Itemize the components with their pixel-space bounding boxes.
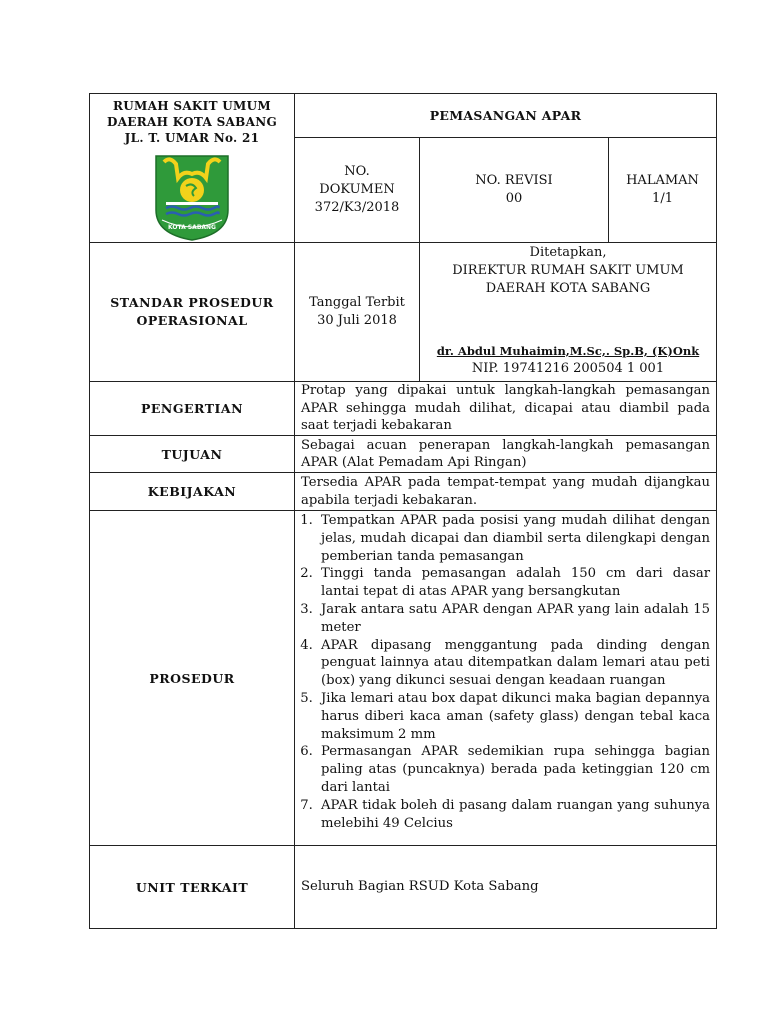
halaman-cell [609, 138, 717, 243]
signer-name: dr. Abdul Muhaimin,M.Sc,. Sp.B, (K)Onk [436, 344, 700, 358]
no-dokumen-label: NO. [344, 164, 370, 180]
tanggal-terbit-label: Tanggal Terbit [309, 295, 405, 310]
institution-line: JL. T. UMAR No. 21 [124, 131, 260, 145]
no-dokumen-value: 372/K3/2018 [314, 200, 400, 216]
tanggal-terbit-value: 30 Juli 2018 [317, 313, 397, 328]
prosedur-item: 4. APAR dipasang menggantung pada dinding dengan penguat lainnya atau ditempatkan dalam lemari atau peti (box) yang dikunci sesuai dengan keadaan ruangan [317, 637, 710, 690]
prosedur-item: 1. Tempatkan APAR pada posisi yang mudah dilihat dengan jelas, mudah dicapai dan diambil serta dilengkapi dengan pemberian tanda pemasangan [317, 512, 710, 565]
ditetapkan-cell [420, 243, 717, 382]
unit-terkait-text: Seluruh Bagian RSUD Kota Sabang [295, 846, 717, 929]
tujuan-label: TUJUAN [90, 436, 295, 473]
halaman-label: HALAMAN [626, 173, 699, 189]
kebijakan-label: KEBIJAKAN [90, 473, 295, 511]
prosedur-item: 3. Jarak antara satu APAR dengan APAR yang lain adalah 15 meter [317, 601, 710, 637]
institution-line: RUMAH SAKIT UMUM [113, 99, 271, 113]
sop-document [89, 93, 716, 929]
sop-label: OPERASIONAL [136, 313, 248, 328]
pengertian-text: Protap yang dipakai untuk langkah-langkah pemasangan APAR sehingga mudah dilihat, dicapai atau diambil pada saat terjadi kebakaran [295, 382, 717, 436]
document-title: PEMASANGAN APAR [295, 94, 717, 138]
prosedur-item: 7. APAR tidak boleh di pasang dalam ruangan yang suhunya melebihi 49 Celcius [317, 797, 710, 833]
pengertian-label: PENGERTIAN [90, 382, 295, 436]
institution-cell [90, 94, 295, 243]
kebijakan-text: Tersedia APAR pada tempat-tempat yang mudah dijangkau apabila terjadi kebakaran. [295, 473, 717, 511]
prosedur-item: 6. Permasangan APAR sedemikian rupa sehingga bagian paling atas (puncaknya) berada pada ketinggian 120 cm dari lantai [317, 743, 710, 796]
direktur-title: DAERAH KOTA SABANG [485, 281, 651, 296]
kota-sabang-logo [152, 152, 232, 242]
prosedur-label: PROSEDUR [90, 511, 295, 846]
prosedur-item: 5. Jika lemari atau box dapat dikunci maka bagian depannya harus diberi kaca aman (safety glass) dengan tebal kaca maksimum 2 mm [317, 690, 710, 743]
signer-nip: NIP. 19741216 200504 1 001 [471, 361, 665, 376]
no-revisi-cell [420, 138, 609, 243]
no-revisi-label: NO. REVISI [475, 173, 553, 189]
no-revisi-value: 00 [505, 191, 523, 207]
prosedur-list [295, 512, 716, 832]
institution-line: DAERAH KOTA SABANG [106, 115, 278, 129]
no-dokumen-cell [295, 138, 420, 243]
no-dokumen-label: DOKUMEN [319, 182, 395, 198]
logo-text: KOTA SABANG [168, 224, 216, 231]
ditetapkan-text: Ditetapkan, [529, 245, 607, 260]
sop-table [89, 93, 717, 929]
tanggal-terbit-cell [295, 243, 420, 382]
unit-terkait-label: UNIT TERKAIT [90, 846, 295, 929]
sop-label: STANDAR PROSEDUR [110, 295, 274, 310]
prosedur-item: 2. Tinggi tanda pemasangan adalah 150 cm dari dasar lantai tepat di atas APAR yang bersangkutan [317, 565, 710, 601]
halaman-value: 1/1 [652, 191, 673, 207]
sop-label-cell [90, 243, 295, 382]
tujuan-text: Sebagai acuan penerapan langkah-langkah pemasangan APAR (Alat Pemadam Api Ringan) [295, 436, 717, 473]
direktur-title: DIREKTUR RUMAH SAKIT UMUM [452, 263, 684, 278]
prosedur-cell [295, 511, 717, 846]
